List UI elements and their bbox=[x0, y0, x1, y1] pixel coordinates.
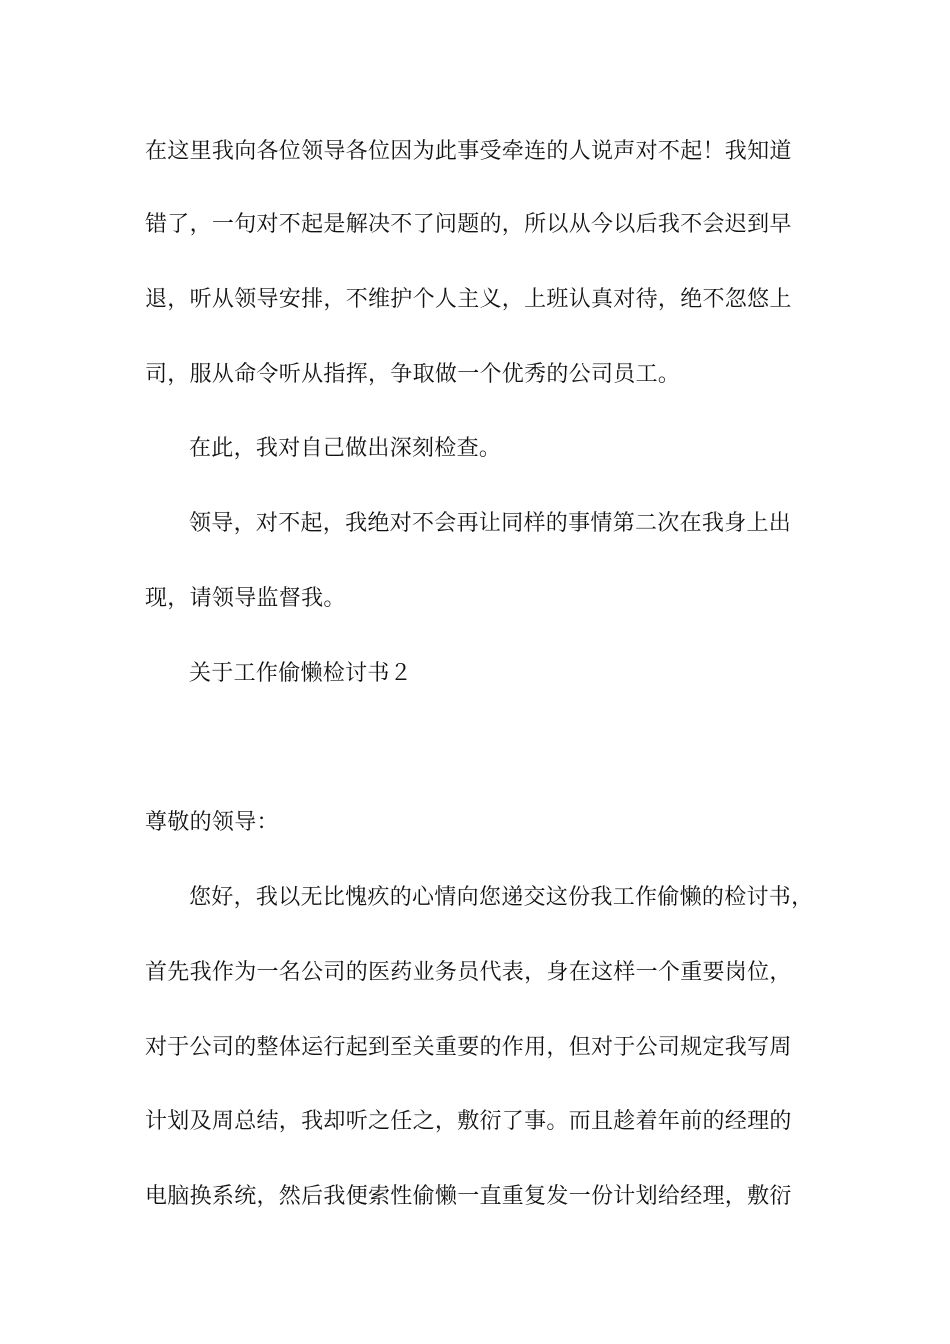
body-text-line: 在此，我对自己做出深刻检查。 bbox=[189, 436, 502, 461]
body-text-line: 错了，一句对不起是解决不了问题的，所以从今以后我不会迟到早 bbox=[145, 212, 792, 237]
salutation: 尊敬的领导： bbox=[145, 810, 279, 835]
section-heading: 关于工作偷懒检讨书２ bbox=[189, 661, 413, 686]
body-text-line: 领导，对不起，我绝对不会再让同样的事情第二次在我身上出 bbox=[189, 511, 792, 536]
body-text-line: 现，请领导监督我。 bbox=[145, 586, 346, 611]
body-text-line: 首先我作为一名公司的医药业务员代表，身在这样一个重要岗位， bbox=[145, 960, 792, 985]
body-text-line: 计划及周总结，我却听之任之，敷衍了事。而且趁着年前的经理的 bbox=[145, 1109, 792, 1134]
body-text-line: 对于公司的整体运行起到至关重要的作用，但对于公司规定我写周 bbox=[145, 1035, 792, 1060]
body-text-line: 退，听从领导安排，不维护个人主义，上班认真对待，绝不忽悠上 bbox=[145, 287, 792, 312]
body-text-line: 司，服从命令听从指挥，争取做一个优秀的公司员工。 bbox=[145, 362, 681, 387]
body-text-line: 电脑换系统，然后我便索性偷懒一直重复发一份计划给经理，敷衍 bbox=[145, 1184, 792, 1209]
body-text-line: 您好，我以无比愧疚的心情向您递交这份我工作偷懒的检讨书， bbox=[189, 885, 814, 910]
body-text-line: 在这里我向各位领导各位因为此事受牵连的人说声对不起！我知道 bbox=[145, 139, 792, 164]
